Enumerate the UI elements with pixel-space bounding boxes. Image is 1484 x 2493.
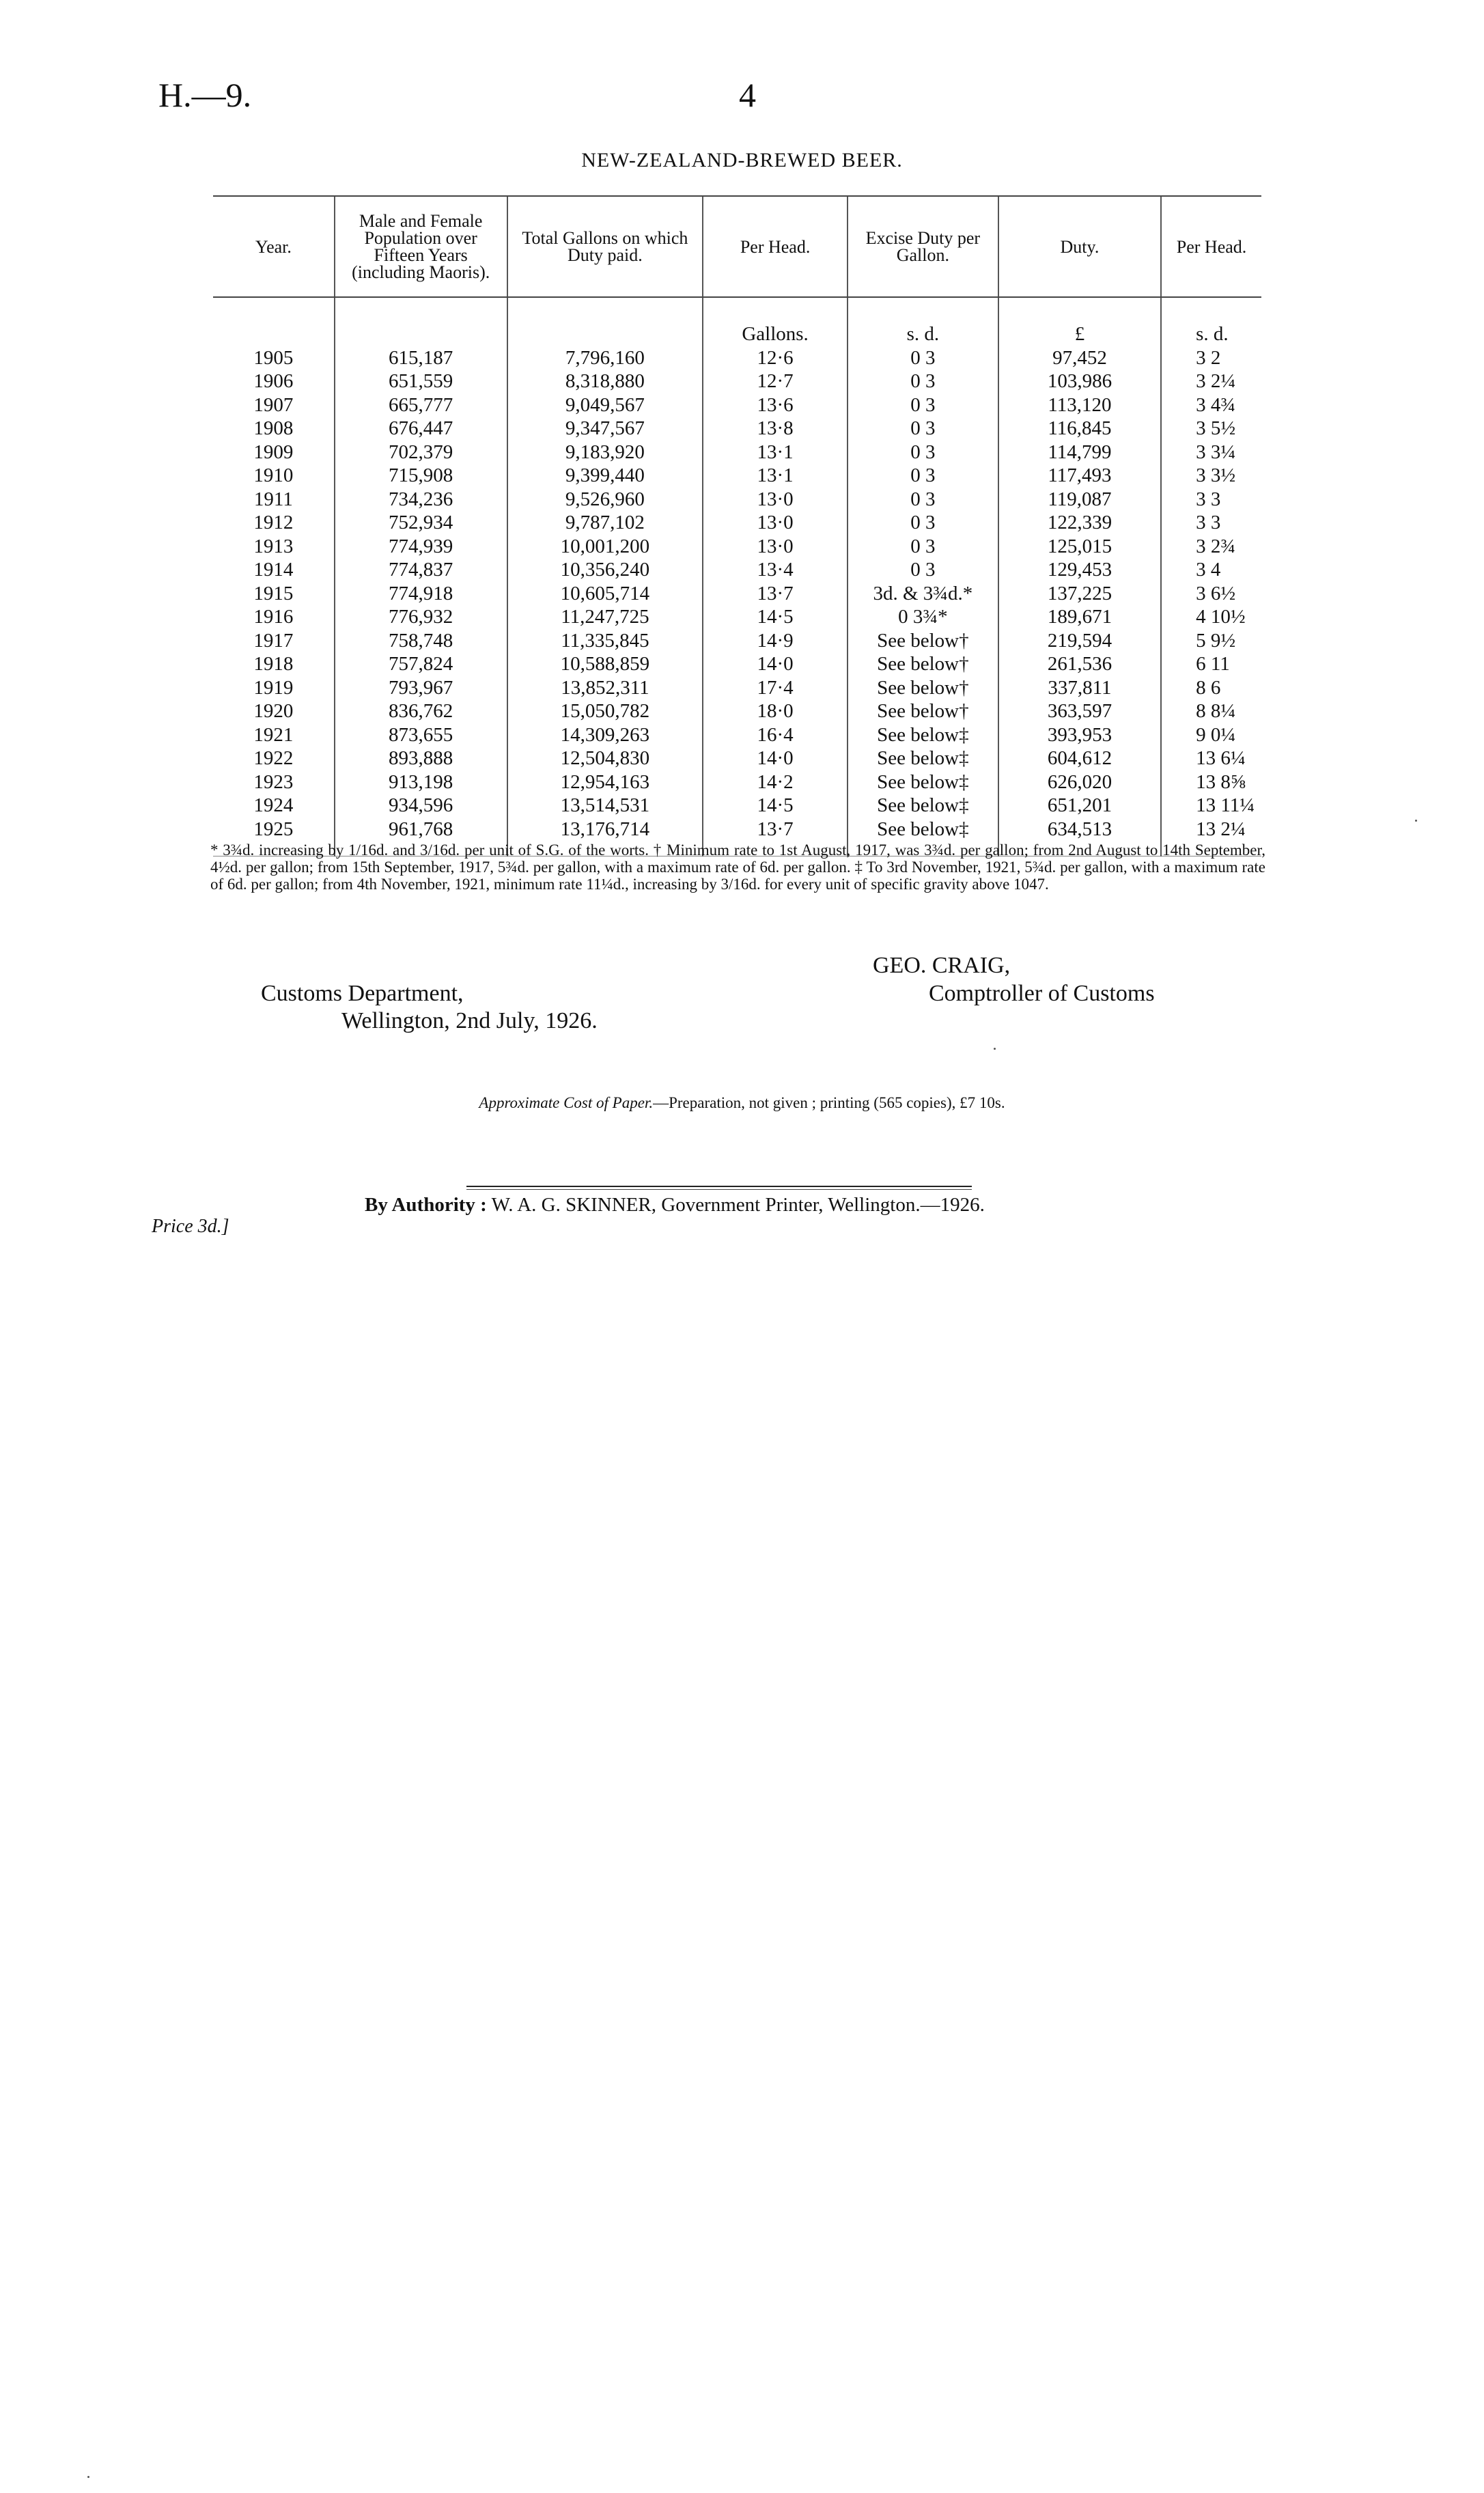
- unit-per-head-money: s. d.: [1161, 297, 1261, 346]
- cell-duty: 363,597: [998, 699, 1161, 723]
- cell-duty: 125,015: [998, 535, 1161, 559]
- paper-cost-label: Approximate Cost of Paper.: [479, 1094, 654, 1111]
- cell-total-gallons: 11,247,725: [507, 605, 703, 629]
- cell-duty: 103,986: [998, 370, 1161, 393]
- cell-excise-duty: 0 3: [848, 511, 998, 535]
- cell-year: 1910: [253, 464, 294, 486]
- cell-total-gallons: 7,796,160: [507, 346, 703, 370]
- table-row: [213, 676, 1261, 700]
- signatory-name: GEO. CRAIG,: [873, 953, 1011, 978]
- cell-population: 758,748: [335, 629, 507, 653]
- cell-total-gallons: 12,954,163: [507, 770, 703, 794]
- cell-per-head-gallons: 13·8: [703, 417, 848, 441]
- table-row: [213, 441, 1261, 464]
- unit-population: [335, 297, 507, 346]
- cell-duty: 337,811: [998, 676, 1161, 700]
- cell-per-head-money: 3 2: [1161, 346, 1261, 370]
- cell-per-head-money: 3 3½: [1161, 464, 1261, 488]
- price-note: Price 3d.]: [152, 1216, 229, 1237]
- cell-per-head-gallons: 13·6: [703, 393, 848, 417]
- cell-excise-duty: 0 3: [848, 464, 998, 488]
- cell-excise-duty: See below†: [848, 629, 998, 653]
- cell-excise-duty: 3d. & 3¾d.*: [848, 582, 998, 606]
- cell-duty: 116,845: [998, 417, 1161, 441]
- table-row: [213, 535, 1261, 559]
- cell-year: 1922: [253, 747, 294, 769]
- table-row: [213, 488, 1261, 512]
- table-row: [213, 511, 1261, 535]
- header-year: Year.: [213, 196, 335, 297]
- table-row: [213, 794, 1261, 818]
- cell-duty: 626,020: [998, 770, 1161, 794]
- table-row: [213, 652, 1261, 676]
- cell-population: 776,932: [335, 605, 507, 629]
- table-row: [213, 699, 1261, 723]
- cell-population: 961,768: [335, 818, 507, 856]
- cell-total-gallons: 8,318,880: [507, 370, 703, 393]
- cell-year: 1907: [253, 393, 294, 416]
- header-per-head-gallons: Per Head.: [703, 196, 848, 297]
- cell-year: 1925: [213, 818, 335, 856]
- cell-total-gallons: 9,526,960: [507, 488, 703, 512]
- table-row: [213, 770, 1261, 794]
- cell-total-gallons: 10,356,240: [507, 558, 703, 582]
- cell-excise-duty: 0 3¾*: [848, 605, 998, 629]
- cell-year: 1920: [253, 700, 294, 722]
- place-and-date: Wellington, 2nd July, 1926.: [341, 1008, 598, 1033]
- cell-population: 734,236: [335, 488, 507, 512]
- cell-population: 893,888: [335, 747, 507, 770]
- cell-per-head-money: 3 4¾: [1161, 393, 1261, 417]
- cell-population: 615,187: [335, 346, 507, 370]
- cell-duty: 219,594: [998, 629, 1161, 653]
- header-population: Male and Female Population over Fifteen Years (including Maoris).: [335, 196, 507, 297]
- page-number: 4: [739, 76, 756, 114]
- cell-population: 715,908: [335, 464, 507, 488]
- cell-year: 1905: [253, 346, 294, 369]
- unit-year: [213, 297, 335, 346]
- cell-per-head-money: 3 3¼: [1161, 441, 1261, 464]
- cell-year: 1914: [253, 559, 294, 581]
- table-row: [213, 629, 1261, 653]
- cell-excise-duty: 0 3: [848, 558, 998, 582]
- cell-duty: 117,493: [998, 464, 1161, 488]
- cell-total-gallons: 13,852,311: [507, 676, 703, 700]
- table-row: [213, 605, 1261, 629]
- cell-year: 1906: [253, 370, 294, 392]
- cell-duty: 189,671: [998, 605, 1161, 629]
- cell-total-gallons: 9,399,440: [507, 464, 703, 488]
- cell-per-head-money: 13 11¼: [1161, 794, 1261, 818]
- cell-year: 1912: [253, 512, 294, 533]
- cell-year: 1921: [253, 723, 294, 746]
- cell-year: 1923: [253, 770, 294, 793]
- cell-year: 1916: [253, 606, 294, 628]
- signatory-title: Comptroller of Customs: [929, 981, 1155, 1006]
- cell-excise-duty: 0 3: [848, 393, 998, 417]
- cell-excise-duty: 0 3: [848, 441, 998, 464]
- cell-population: 774,939: [335, 535, 507, 559]
- cell-population: 757,824: [335, 652, 507, 676]
- cell-per-head-gallons: 14·0: [703, 652, 848, 676]
- cell-total-gallons: 10,001,200: [507, 535, 703, 559]
- units-row: [213, 297, 1261, 346]
- cell-population: 836,762: [335, 699, 507, 723]
- cell-per-head-money: 13 2¼: [1161, 818, 1261, 856]
- cell-duty: 137,225: [998, 582, 1161, 606]
- cell-excise-duty: See below‡: [848, 794, 998, 818]
- table-row: [213, 346, 1261, 370]
- header-per-head-money: Per Head.: [1161, 196, 1261, 297]
- cell-year: 1919: [253, 676, 294, 699]
- cell-duty: 651,201: [998, 794, 1161, 818]
- printer-authority: [365, 1194, 985, 1216]
- cell-per-head-money: 4 10½: [1161, 605, 1261, 629]
- cell-population: 752,934: [335, 511, 507, 535]
- cell-year: 1909: [253, 441, 294, 463]
- cell-year: 1918: [253, 653, 294, 675]
- cell-per-head-gallons: 14·0: [703, 747, 848, 770]
- cell-per-head-money: 13 6¼: [1161, 747, 1261, 770]
- cell-population: 913,198: [335, 770, 507, 794]
- cell-excise-duty: See below‡: [848, 770, 998, 794]
- cell-population: 774,837: [335, 558, 507, 582]
- cell-duty: 114,799: [998, 441, 1161, 464]
- cell-total-gallons: 11,335,845: [507, 629, 703, 653]
- cell-excise-duty: See below‡: [848, 723, 998, 747]
- cell-excise-duty: See below†: [848, 652, 998, 676]
- cell-per-head-gallons: 14·2: [703, 770, 848, 794]
- cell-duty: 261,536: [998, 652, 1161, 676]
- table-row: [213, 558, 1261, 582]
- cell-population: 873,655: [335, 723, 507, 747]
- cell-duty: 393,953: [998, 723, 1161, 747]
- cell-per-head-gallons: 13·1: [703, 441, 848, 464]
- unit-excise: s. d.: [848, 297, 998, 346]
- cell-per-head-gallons: 13·7: [703, 582, 848, 606]
- table-title: NEW-ZEALAND-BREWED BEER.: [581, 149, 903, 171]
- cell-total-gallons: 9,787,102: [507, 511, 703, 535]
- cell-duty: 604,612: [998, 747, 1161, 770]
- cell-excise-duty: 0 3: [848, 370, 998, 393]
- divider-rule: [466, 1186, 972, 1187]
- cell-total-gallons: 15,050,782: [507, 699, 703, 723]
- cell-per-head-money: 5 9½: [1161, 629, 1261, 653]
- cell-per-head-money: 3 3: [1161, 488, 1261, 512]
- cell-per-head-gallons: 12·7: [703, 370, 848, 393]
- cell-year: 1911: [253, 488, 293, 510]
- cell-per-head-gallons: 13·7: [703, 818, 848, 856]
- cell-total-gallons: 9,347,567: [507, 417, 703, 441]
- cell-year: 1908: [253, 417, 294, 439]
- paper-cost-text: —Preparation, not given ; printing (565 copies), £7 10s.: [653, 1094, 1005, 1111]
- cell-per-head-money: 8 8¼: [1161, 699, 1261, 723]
- cell-duty: 119,087: [998, 488, 1161, 512]
- cell-population: 702,379: [335, 441, 507, 464]
- cell-excise-duty: 0 3: [848, 535, 998, 559]
- cell-per-head-money: 3 4: [1161, 558, 1261, 582]
- cell-per-head-gallons: 18·0: [703, 699, 848, 723]
- table-header-row: [213, 196, 1261, 297]
- cell-total-gallons: 10,588,859: [507, 652, 703, 676]
- cell-duty: 129,453: [998, 558, 1161, 582]
- cell-per-head-money: 3 2¾: [1161, 535, 1261, 559]
- cell-per-head-money: 3 5½: [1161, 417, 1261, 441]
- cell-per-head-money: 9 0¼: [1161, 723, 1261, 747]
- cell-per-head-gallons: 17·4: [703, 676, 848, 700]
- cell-duty: 634,513: [998, 818, 1161, 856]
- cell-total-gallons: 10,605,714: [507, 582, 703, 606]
- table-row: [213, 582, 1261, 606]
- cell-duty: 113,120: [998, 393, 1161, 417]
- unit-per-head: Gallons.: [703, 297, 848, 346]
- cell-excise-duty: See below†: [848, 676, 998, 700]
- scan-speck: [994, 1048, 996, 1050]
- cell-total-gallons: 14,309,263: [507, 723, 703, 747]
- cell-per-head-gallons: 13·0: [703, 488, 848, 512]
- scan-speck: [87, 2476, 89, 2478]
- cell-excise-duty: 0 3: [848, 417, 998, 441]
- cell-per-head-money: 13 8⅝: [1161, 770, 1261, 794]
- table-row: [213, 393, 1261, 417]
- header-total-gallons: Total Gallons on which Duty paid.: [507, 196, 703, 297]
- cell-population: 774,918: [335, 582, 507, 606]
- unit-gallons: [507, 297, 703, 346]
- cell-year: 1924: [253, 794, 294, 816]
- cell-excise-duty: 0 3: [848, 346, 998, 370]
- cell-duty: 122,339: [998, 511, 1161, 535]
- cell-per-head-money: 3 6½: [1161, 582, 1261, 606]
- authority-text: W. A. G. SKINNER, Government Printer, Wellington.—1926.: [491, 1194, 985, 1216]
- cell-year: 1913: [253, 535, 294, 557]
- header-duty: Duty.: [998, 196, 1161, 297]
- beer-statistics-table: [213, 195, 1261, 856]
- cell-per-head-money: 8 6: [1161, 676, 1261, 700]
- unit-duty: £: [998, 297, 1161, 346]
- cell-population: 665,777: [335, 393, 507, 417]
- cell-excise-duty: See below†: [848, 699, 998, 723]
- cell-per-head-gallons: 14·5: [703, 794, 848, 818]
- paper-cost-note: [0, 1094, 1484, 1112]
- cell-total-gallons: 13,514,531: [507, 794, 703, 818]
- table-row: [213, 723, 1261, 747]
- cell-population: 676,447: [335, 417, 507, 441]
- cell-per-head-gallons: 13·1: [703, 464, 848, 488]
- table-row: [213, 417, 1261, 441]
- cell-year: 1917: [253, 629, 294, 652]
- cell-excise-duty: See below‡: [848, 818, 998, 856]
- cell-excise-duty: See below‡: [848, 747, 998, 770]
- cell-per-head-gallons: 14·9: [703, 629, 848, 653]
- table-row: [213, 747, 1261, 770]
- document-reference: H.—9.: [158, 76, 252, 114]
- cell-duty: 97,452: [998, 346, 1161, 370]
- footnote: * 3¾d. increasing by 1/16d. and 3/16d. per unit of S.G. of the worts. † Minimum rate to 1st August, 1917, was 3¾d. per gallon; from 2nd August to 14th September, 4½d. per gallon; from 15th September, 1917, 5¾d. per gallon, with a maximum rate of 6d. per gallon. ‡ To 3rd November, 1921, 5¾d. per gallon, with a maximum rate of 6d. per gallon; from 4th November, 1921, minimum rate 11¼d., increasing by 3/16d. for every unit of specific gravity above 1047.: [210, 841, 1265, 893]
- cell-per-head-gallons: 16·4: [703, 723, 848, 747]
- cell-total-gallons: 9,183,920: [507, 441, 703, 464]
- cell-total-gallons: 13,176,714: [507, 818, 703, 856]
- header-excise-duty: Excise Duty per Gallon.: [848, 196, 998, 297]
- cell-excise-duty: 0 3: [848, 488, 998, 512]
- cell-per-head-gallons: 14·5: [703, 605, 848, 629]
- cell-total-gallons: 9,049,567: [507, 393, 703, 417]
- cell-per-head-money: 3 2¼: [1161, 370, 1261, 393]
- cell-per-head-gallons: 13·4: [703, 558, 848, 582]
- cell-per-head-gallons: 12·6: [703, 346, 848, 370]
- cell-per-head-gallons: 13·0: [703, 511, 848, 535]
- cell-per-head-money: 3 3: [1161, 511, 1261, 535]
- cell-population: 793,967: [335, 676, 507, 700]
- cell-population: 934,596: [335, 794, 507, 818]
- cell-per-head-gallons: 13·0: [703, 535, 848, 559]
- divider-rule-thin: [466, 1189, 972, 1190]
- scan-speck: [1415, 820, 1417, 822]
- cell-total-gallons: 12,504,830: [507, 747, 703, 770]
- cell-year: 1915: [253, 582, 294, 604]
- department-name: Customs Department,: [261, 981, 464, 1006]
- authority-label: By Authority :: [365, 1194, 487, 1216]
- table-row: [213, 370, 1261, 393]
- table-row: [213, 464, 1261, 488]
- cell-per-head-money: 6 11: [1161, 652, 1261, 676]
- cell-population: 651,559: [335, 370, 507, 393]
